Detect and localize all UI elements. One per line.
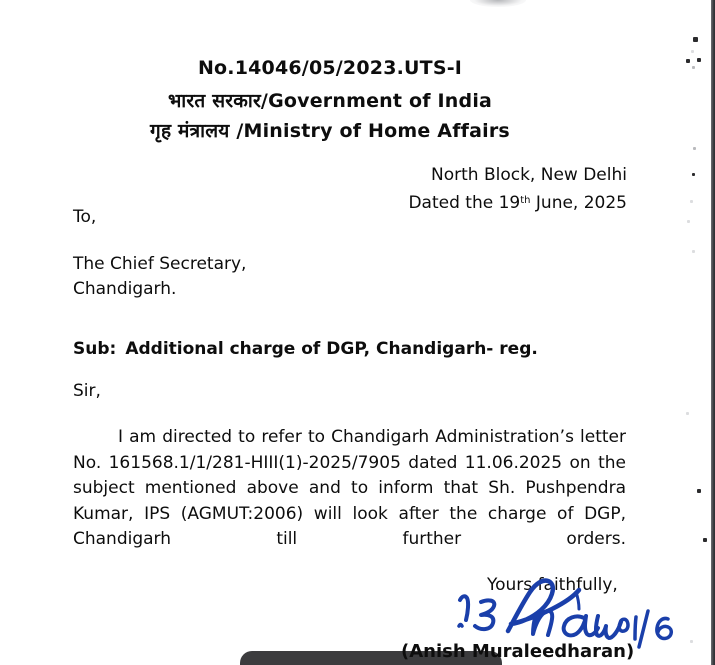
ministry-of-home-affairs-line: गृह मंत्रालय /Ministry of Home Affairs	[150, 120, 510, 142]
reference-number: No.14046/05/2023.UTS-I	[197, 57, 463, 79]
government-of-india-line: भारत सरकार/Government of India	[167, 90, 493, 112]
addressee-location: Chandigarh.	[73, 279, 177, 299]
subject-label: Sub:	[73, 339, 117, 359]
addressee-designation: The Chief Secretary,	[73, 254, 247, 274]
date-ordinal-suffix: th	[520, 195, 531, 206]
place-and-date-block	[408, 163, 627, 216]
date-line	[408, 188, 627, 216]
subject-line	[73, 339, 538, 359]
body-paragraph: I am directed to refer to Chandigarh Administration’s letter No. 161568.1/1/281-HIII(1)-2025/7905 dated 11.06.2025 on the subject mentioned above and to inform that Sh. Pushpendra Kumar, IPS (AGMUT:2006) will look after the charge of DGP, Chandigarh till further orders.	[73, 427, 626, 549]
to-label: To,	[73, 207, 97, 227]
subject-text: Additional charge of DGP, Chandigarh- reg.	[125, 339, 538, 359]
addressee-block	[73, 252, 246, 302]
closing-line: Yours faithfully,	[487, 575, 618, 595]
place-line: North Block, New Delhi	[431, 165, 627, 185]
signer-name: (Anish Muraleedharan)	[401, 641, 635, 662]
date-prefix: Dated the 19	[408, 193, 521, 213]
date-suffix: June, 2025	[530, 193, 627, 213]
salutation: Sir,	[73, 381, 101, 401]
